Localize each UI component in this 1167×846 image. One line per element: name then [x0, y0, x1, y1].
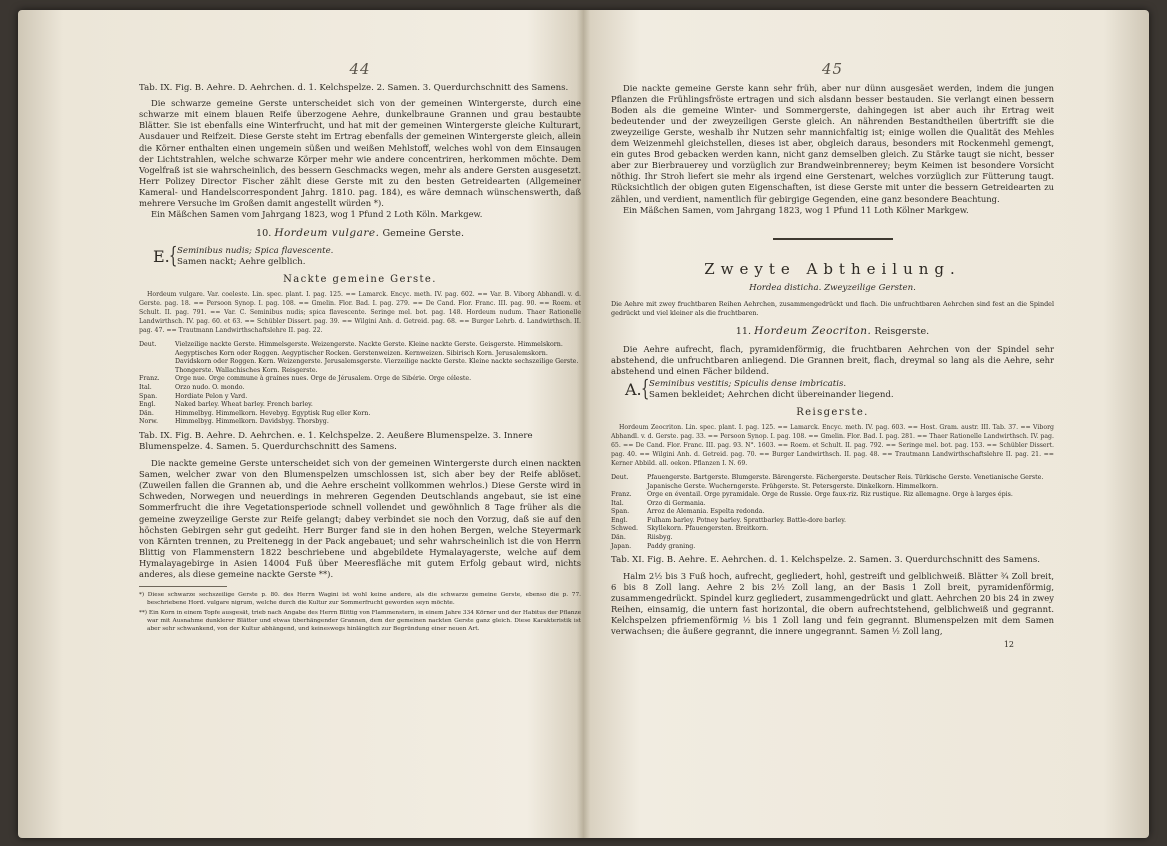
- paragraph-morphology: Halm 2½ bis 3 Fuß hoch, aufrecht, gegliedert, hohl, gestreift und gelblichweiß. Blätter ¾ Zoll breit, 6 bis 8 Zoll lang. Aehre 2 bis 2½ Zoll lang, an der Basis 1 Zoll breit, pyramidenförmig, zusammengedrückt. Spindel kurz gegliedert, zusammengedrückt und glatt. Aehrchen 20 bis 24 in zwey Reihen, einsamig, die untern fast horizontal, die obern aufrechtstehend, gelblichweiß und gegrannt. Kelchspelzen pfriemenförmig ½ bis 1 Zoll lang und fein gegrannt. Blumenspelzen mit dem Samen verwachsen; die äußere gegrannt, die innere ungegrannt. Samen ½ Zoll lang,: [611, 570, 1054, 637]
- section-common-name: Reisgerste.: [874, 325, 930, 337]
- name-row: Span. Hordiate Pelon y Vard.: [139, 392, 248, 400]
- paragraph-black-barley: Die schwarze gemeine Gerste unterscheidet sich von der gemeinen Wintergerste, durch eine schwarze mit einem blauen Reife überzogene Aehre, dunkelbraune Grannen und grau bestaubte Blätter. Sie ist ebenfalls eine Winterfrucht, und hat mit der gemeinen Wintergerste gleiche Kulturart, Ausdauer und Reifzeit. Diese Gerste steht im Ertrag ebenfalls der gemeinen Wintergerste gleich, allein die Körner enthalten einen ungemein süßen und weißen Mehlstoff, welches wohl von dem Einsaugen der Lichtstrahlen, welche schwarze Körper mehr wie andere concentriren, herkommen möchte. Dem Vogelfraß ist sie wahrscheinlich, des bessern Geschmacks wegen, mehr als andere Gersten ausgesetzt. Herr Polizey Director Fischer zählt diese Gerste mit zu den besten Getreidearten (Allgemeiner Kameral- und Handelscorrespondent Jahrg. 1810. pag. 184), es wäre demnach wünschenswerth, daß mehrere Versuche im Großen damit angestellt würden *).: [139, 98, 581, 209]
- section-heading-10: [139, 228, 581, 240]
- paragraph-seed-weight-right: Ein Mäßchen Samen, vom Jahrgang 1823, wog 1 Pfund 11 Loth Kölner Markgew.: [623, 204, 969, 215]
- division-german: Zweyzeilige Gersten.: [824, 283, 916, 294]
- name-row: Span. Arroz de Alemania. Espelta redonda.: [611, 508, 765, 516]
- section-common-name: Gemeine Gerste.: [382, 228, 465, 240]
- footnote: *) Diese schwarze sechszeilige Gerste p. 80. des Herrn Wagini ist wohl keine andere, als die schwarze gemeine Gerste, ebenso die p. 77. beschriebene Hord. vulgare nigrum, welche durch die Kultur zur Sommerfrucht geworden seyn möchte.: [139, 592, 581, 607]
- section-latin-name: Hordeum Zeocriton.: [754, 324, 872, 337]
- section-latin-name: Hordeum vulgare.: [274, 227, 380, 240]
- name-row: Japan. Paddy graning.: [611, 542, 696, 550]
- name-row: Franz. Orge en éventail. Orge pyramidale. Orge de Russie. Orge faux-riz. Riz rustique. Riz allemagne. Orge à larges épis.: [611, 491, 1013, 499]
- right-page: [611, 60, 1054, 651]
- signature-mark: 12: [1003, 640, 1014, 650]
- left-page: [139, 60, 581, 635]
- diagnosis-letter: E.: [153, 247, 170, 267]
- diagnosis-german: Samen nackt; Aehre gelblich.: [177, 256, 306, 267]
- brace-icon: {: [169, 243, 178, 269]
- footnotes: [139, 591, 581, 633]
- paragraph-naked-barley-cont: Die nackte gemeine Gerste kann sehr früh, aber nur dünn ausgesäet werden, indem die jungen Pflanzen die Frühlingsfröste ertragen und sich alsdann besser bestauden. Sie verlangt einen bessern Boden als die gemeine Winter- und Sommergerste, dahingegen ist aber auch ihr Ertrag weit bedeutender und der zweyzeiligen Gerste gleich. An nährenden Bestandtheilen übertrifft sie die zweyzeilige Gerste, weshalb ihr Nutzen sehr mannichfaltig ist; einige wollen die Qualität des Mehles dem Weizenmehl gleichstellen, dieses ist aber, obgleich daraus, besonders mit Rockenmehl gemengt, ein gutes Brod gebacken werden kann, nicht ganz demselben gleich. Zu Stärke taugt sie nicht, besser aber zur Bierbrauerey und vorzüglich zur Brandweinbrennerey; beym Keimen ist besondere Vorsicht nöthig. Ihr Stroh liefert sie mehr als irgend eine Gerstenart, welches vorzüglich zur Fütterung taugt. Rücksichtlich der obigen guten Eigenschaften, ist diese Gerste mit unter die bessern Getreidearten zu zählen, und verdient, namentlich für gebirgige Gegenden, eine ganz besondere Beachtung.: [611, 82, 1054, 204]
- book-spread: [18, 10, 1149, 838]
- vernacular-names-right: [611, 474, 1054, 551]
- name-row: Dän. Himmelbyg. Himmelkorn. Hevebyg. Egyptisk Rug eller Korn.: [139, 409, 371, 417]
- figure-caption-right: Tab. XI. Fig. B. Aehre. E. Aehrchen. d. 1. Kelchspelze. 2. Samen. 3. Querdurchschnitt des Samens.: [611, 555, 1040, 566]
- division-description: Die Aehre mit zwey fruchtbaren Reihen Aehrchen, zusammengedrückt und flach. Die unfruchtbaren Aehrchen sind fest an die Spindel gedrückt und viel kleiner als die fruchtbaren.: [611, 299, 1054, 317]
- name-row: Deut. Pfauengerste. Bartgerste. Blumgerste. Bärengerste. Fächergerste. Deutscher Reis. Türkische Gerste. Venetianische Gerste. Japanische Gerste. Wucherngerste. Frühgerste. St. Petersgerste. Dinkelkorn. Himmelkorn.: [611, 473, 1044, 490]
- vernacular-names-left: [139, 341, 581, 427]
- diagnosis-latin: Seminibus nudis; Spica flavescente.: [177, 246, 334, 257]
- figure-caption-mid: Tab. IX. Fig. B. Aehre. D. Aehrchen. e. 1. Kelchspelze. 2. Aeußere Blumenspelze. 3. Innere Blumenspelze. 4. Samen. 5. Querdurchschnitt des Samens.: [139, 430, 533, 453]
- name-row: Ital. Orzo di Germania.: [611, 499, 706, 507]
- variety-heading: Nackte gemeine Gerste.: [283, 273, 437, 285]
- division-latin: Hordea disticha.: [749, 283, 822, 294]
- name-row: Schwed. Skyllekorn. Pfauengersten. Breitkorn.: [611, 525, 769, 533]
- name-row: Engl. Fulham barley. Potney barley. Sprattbarley. Battle-dore barley.: [611, 516, 846, 524]
- diagnosis-block-a: [625, 376, 1054, 402]
- name-row: Deut. Vielzeilige nackte Gerste. Himmelsgerste. Weizengerste. Nackte Gerste. Kleine nackte Gerste. Geisgerste. Himmelskorn. Aegyptisches Korn oder Roggen. Aegyptischer Rocken. Gerstenweizen. Kernweizen. Sibirisch Korn. Jerusalemskorn. Davidskorn oder Roggen. Kern. Weizengerste. Jerusalemsgerste. Vierzeilige nackte Gerste. Kleine nackte sechszeilige Gerste. Thongerste. Wallachisches Korn. Reisgerste.: [139, 340, 579, 374]
- name-row: Engl. Naked barley. Wheat barley. French barley.: [139, 401, 313, 409]
- synonymy-block: Hordeum Zeocriton. Lin. spec. plant. I. pag. 125. == Lamarck. Encyc. meth. IV. pag. 603. == Host. Gram. austr. III. Tab. 37. == Viborg Abhandl. v. d. Gerste. pag. 33. == Persoon Synop. I. pag. 108. == Gmelin. Flor. Bad. I. pag. 281. == Thaer Rationelle Landwirthsch. IV. pag. 65. == De Cand. Flor. Franc. III. pag. 93. N°. 1603. == Roem. et Schult. II. pag. 792. == Seringe mel. bot. pag. 153. == Schübler Dissert. pag. 40. == Wilgini Anh. d. Getreid. pag. 70. == Burger Landwirthsch. II. pag. 48. == Trautmann Landwirthschaftslehre II. pag. 21. == Kerner Abbild. all. oekon. Pflanzen I. N. 69.: [611, 424, 1054, 467]
- section-number: 11.: [735, 325, 752, 337]
- paragraph-ear-description: Die Aehre aufrecht, flach, pyramidenförmig, die fruchtbaren Aehrchen von der Spindel sehr abstehend, die unfruchtbaren anliegend. Die Grannen breit, flach, dreymal so lang als die Aehre, sehr abstehend und einen Fächer bildend.: [611, 343, 1054, 376]
- page-number-right: 45: [821, 60, 844, 78]
- footnote: **) Ein Korn in einem Topfe ausgesät, trieb nach Angabe des Herrn Blittig von Flammenstern, in einem Jahre 334 Körner und der Habitus der Pflanze war mit Ausnahme dunklerer Blätter und etwas überhängender Grannen, dem der gemeinen nackten Gerste ganz gleich. Diese Karakteristik ist aber sehr schwankend, von der Kultur abhängend, und keineswegs hinlänglich zur Begründung einer neuen Art.: [139, 610, 581, 633]
- section-number: 10.: [255, 228, 272, 240]
- page-number-left: 44: [349, 60, 371, 78]
- variety-heading: Reisgerste.: [796, 406, 869, 418]
- synonymy-block: Hordeum vulgare. Var. coeleste. Lin. spec. plant. I. pag. 125. == Lamarck. Encyc. meth. IV. pag. 602. == Var. B. Viborg Abhandl. v. d. Gerste. pag. 18. == Persoon Synop. I. pag. 108. == Gmelin. Flor. Bad. I. pag. 279. == De Cand. Flor. Franc. III. pag. 90. == Roem. et Schult. II. pag. 791. == Var. C. Seminibus nudis; spica flavescente. Seringe mel. bot. pag. 148. Hordeum nudum. Thaer Rationelle Landwirthsch. IV. pag. 60. et 63. == Schübler Dissert. pag. 39. == Wilgini Anh. d. Getreid. pag. 68. == Burger Lehrb. d. Landwirthsch. II. pag. 47. == Trautmann Landwirthschaftslehre II. pag. 22.: [139, 291, 581, 335]
- diagnosis-block-e: [153, 243, 581, 269]
- diagnosis-german: Samen bekleidet; Aehrchen dicht übereinander liegend.: [649, 389, 894, 400]
- division-subtitle: [611, 283, 1054, 295]
- figure-caption-top: Tab. IX. Fig. B. Aehre. D. Aehrchen. d. 1. Kelchspelze. 2. Samen. 3. Querdurchschnitt des Samens.: [139, 82, 569, 93]
- footnote-divider: [139, 586, 227, 587]
- section-heading-11: [611, 326, 1054, 338]
- diagnosis-latin: Seminibus vestitis; Spiculis dense imbricatis.: [649, 379, 847, 390]
- name-row: Franz. Orge nue. Orge commune à graines nues. Orge de Jérusalem. Orge de Sibérie. Orge céleste.: [139, 375, 472, 383]
- brace-icon: {: [641, 376, 650, 402]
- name-row: Dän. Riisbyg.: [611, 534, 673, 542]
- division-rule: [773, 238, 893, 240]
- paragraph-seed-weight-left: Ein Mäßchen Samen vom Jahrgang 1823, wog 1 Pfund 2 Loth Köln. Markgew.: [151, 209, 483, 220]
- name-row: Ital. Orzo nudo. O. mondo.: [139, 383, 245, 391]
- division-title: Zweyte Abtheilung.: [704, 259, 961, 278]
- diagnosis-letter: A.: [625, 379, 642, 399]
- name-row: Norw. Himmelbyg. Himmelkorn. Davidsbyg. Thorsbyg.: [139, 418, 329, 426]
- paragraph-naked-barley: Die nackte gemeine Gerste unterscheidet sich von der gemeinen Wintergerste durch einen nackten Samen, welcher zwar von den Blumenspelzen umschlossen ist, sich aber bey der Reife ablöset. (Zuweilen fallen die Grannen ab, und die Aehre erscheint vollkommen wehrlos.) Diese Gerste wird in Schweden, Norwegen und neuerdings in mehreren Gegenden Deutschlands angebaut, sie ist eine Sommerfrucht die ihre Vegetationsperiode schnell vollendet und gewöhnlich 8 Tage früher als die gemeine zweyzeilige Gerste zur Reife gelangt; dabey verbindet sie noch den Vorzug, daß sie auf den höchsten Gebirgen sehr gut gedeiht. Herr Burger fand sie in den hohen Bergen, welche Steyermark von Kärnten trennen, zu Preitenegg in der Pack angebauet; und sehr wahrscheinlich ist die von Herrn Blittig von Flammenstern 1822 beschriebene und abgebildete Hymalayagerste, welche auf dem Hymalayagebirge in Asien 14004 Fuß über Meeresfläche mit gutem Erfolg gebaut wird, nichts anderes, als diese gemeine nackte Gerste **).: [139, 458, 581, 579]
